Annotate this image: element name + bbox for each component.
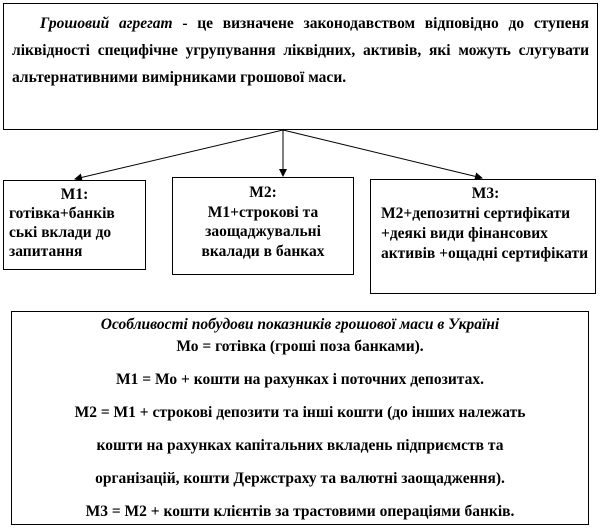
- features-line: кошти на рахунках капітальних вкладень підприємств та: [96, 437, 504, 454]
- arrow-to-m1: [75, 130, 283, 179]
- features-line: організацій, кошти Держстраху та валютні заощадження).: [95, 470, 505, 487]
- m2-box: [172, 177, 354, 275]
- definition-text: - це визначене законодавством відповідно до ступеня ліквідності специфічне угрупування ліквідних, активів, які можуть слугувати альтернативними вимірниками грошової маси.: [12, 15, 589, 86]
- features-box: [11, 311, 589, 525]
- features-line: М2 = М1 + строкові депозити та інші кошти (до інших належать: [74, 404, 526, 421]
- features-title: Особливості побудови показників грошової маси в Україні: [100, 316, 500, 333]
- definition-box: [3, 3, 598, 130]
- m3-title: М3:: [471, 185, 500, 202]
- features-line: М1 = Мо + кошти на рахунках і поточних депозитах.: [116, 371, 484, 388]
- m3-box: [370, 179, 596, 294]
- m1-box: [3, 180, 146, 270]
- features-line: Мо = готівка (гроші поза банками).: [176, 338, 424, 355]
- features-line: М3 = М2 + кошти клієнтів за трастовими операціями банків.: [85, 503, 515, 520]
- arrow-to-m3: [283, 130, 482, 178]
- m2-body: М1+строкові та заощаджувальні вкалади в банках: [201, 203, 325, 260]
- definition-term: Грошовий агрегат: [40, 15, 173, 32]
- m1-body: готівка+банків ські вклади до запитання: [9, 205, 115, 260]
- m2-title: М2:: [249, 184, 277, 201]
- m3-body: М2+депозитні сертифікати +деякі види фінансових активів +ощадні сертифікати: [381, 205, 589, 262]
- m1-title: М1:: [60, 186, 89, 203]
